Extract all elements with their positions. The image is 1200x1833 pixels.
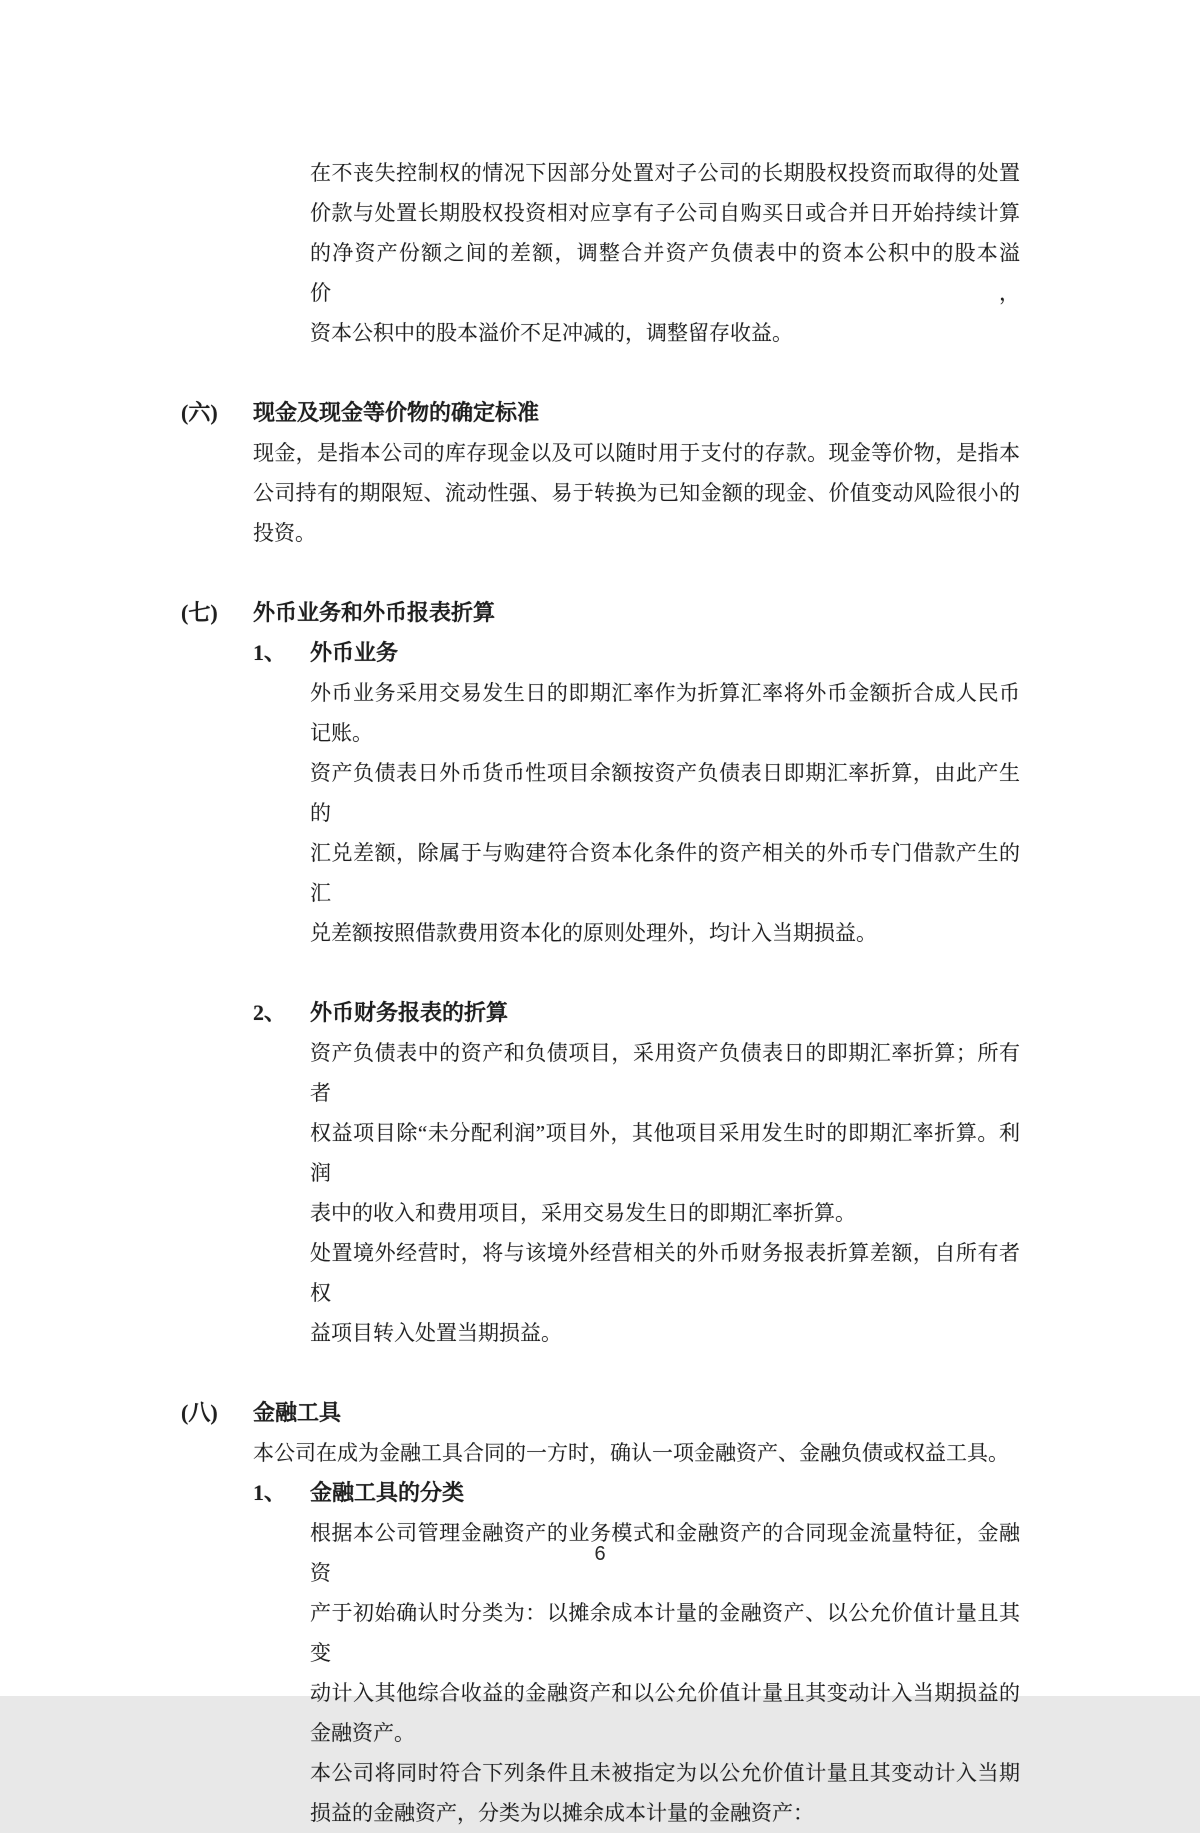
text-line: 表中的收入和费用项目，采用交易发生日的即期汇率折算。: [310, 1201, 856, 1225]
text-line: 公司持有的期限短、流动性强、易于转换为已知金额的现金、价值变动风险很小的: [253, 481, 1020, 505]
section-title: 金融工具: [253, 1400, 342, 1425]
subsection-title: 金融工具的分类: [310, 1480, 465, 1505]
text-line: 记账。: [310, 721, 373, 745]
body-paragraph: [310, 153, 1020, 353]
section-title: 现金及现金等价物的确定标准: [253, 400, 540, 425]
subsection-heading: [253, 1473, 1020, 1513]
body-paragraph: [253, 1433, 1020, 1473]
subsection-title: 外币财务报表的折算: [310, 1000, 509, 1025]
text-line: 资产负债表中的资产和负债项目，采用资产负债表日的即期汇率折算；所有者: [310, 1041, 1020, 1105]
body-paragraph: [310, 1233, 1020, 1353]
body-paragraph: [310, 1753, 1020, 1833]
section-heading: [181, 1393, 1020, 1433]
text-line: 在不丧失控制权的情况下因部分处置对子公司的长期股权投资而取得的处置: [310, 161, 1020, 185]
text-line: 本公司将同时符合下列条件且未被指定为以公允价值计量且其变动计入当期: [310, 1761, 1020, 1785]
section-label: (七): [181, 600, 218, 625]
text-line: 外币业务采用交易发生日的即期汇率作为折算汇率将外币金额折合成人民币: [310, 681, 1020, 705]
text-line: 投资。: [253, 521, 316, 545]
text-line: 动计入其他综合收益的金融资产和以公允价值计量且其变动计入当期损益的: [310, 1681, 1020, 1705]
page-number: 6: [594, 1543, 606, 1565]
subsection-heading: [253, 633, 1020, 673]
text-line: 价款与处置长期股权投资相对应享有子公司自购买日或合并日开始持续计算: [310, 201, 1020, 225]
text-line: 损益的金融资产，分类为以摊余成本计量的金融资产：: [310, 1801, 814, 1825]
text-line: 产于初始确认时分类为：以摊余成本计量的金融资产、以公允价值计量且其变: [310, 1601, 1020, 1665]
text-line: 处置境外经营时，将与该境外经营相关的外币财务报表折算差额，自所有者权: [310, 1241, 1020, 1305]
body-paragraph: [310, 673, 1020, 753]
text-line: 权益项目除“未分配利润”项目外，其他项目采用发生时的即期汇率折算。利润: [310, 1121, 1020, 1185]
text-line: 兑差额按照借款费用资本化的原则处理外，均计入当期损益。: [310, 921, 877, 945]
subsection-number: 2、: [253, 1000, 287, 1025]
text-line: 汇兑差额，除属于与购建符合资本化条件的资产相关的外币专门借款产生的汇: [310, 841, 1020, 905]
section-heading: [181, 393, 1020, 433]
text-line: 根据本公司管理金融资产的业务模式和金融资产的合同现金流量特征，金融资: [310, 1521, 1020, 1585]
subsection-heading: [253, 993, 1020, 1033]
body-paragraph: [253, 433, 1020, 553]
section-label: (八): [181, 1400, 218, 1425]
subsection-number: 1、: [253, 1480, 287, 1505]
text-line: 现金，是指本公司的库存现金以及可以随时用于支付的存款。现金等价物，是指本: [253, 441, 1020, 465]
text-line: 资产负债表日外币货币性项目余额按资产负债表日即期汇率折算，由此产生的: [310, 761, 1020, 825]
text-line: 的净资产份额之间的差额，调整合并资产负债表中的资本公积中的股本溢价，: [310, 241, 1020, 305]
text-line: 本公司在成为金融工具合同的一方时，确认一项金融资产、金融负债或权益工具。: [253, 1441, 1009, 1465]
section-label: (六): [181, 400, 218, 425]
section-title: 外币业务和外币报表折算: [253, 600, 496, 625]
subsection-title: 外币业务: [310, 640, 399, 665]
section-heading: [181, 593, 1020, 633]
text-line: 金融资产。: [310, 1721, 415, 1745]
body-paragraph: [310, 1033, 1020, 1233]
subsection-number: 1、: [253, 640, 287, 665]
body-paragraph: [310, 753, 1020, 953]
text-line: 资本公积中的股本溢价不足冲减的，调整留存收益。: [310, 321, 793, 345]
document-content: [181, 153, 1020, 1833]
text-line: 益项目转入处置当期损益。: [310, 1321, 562, 1345]
